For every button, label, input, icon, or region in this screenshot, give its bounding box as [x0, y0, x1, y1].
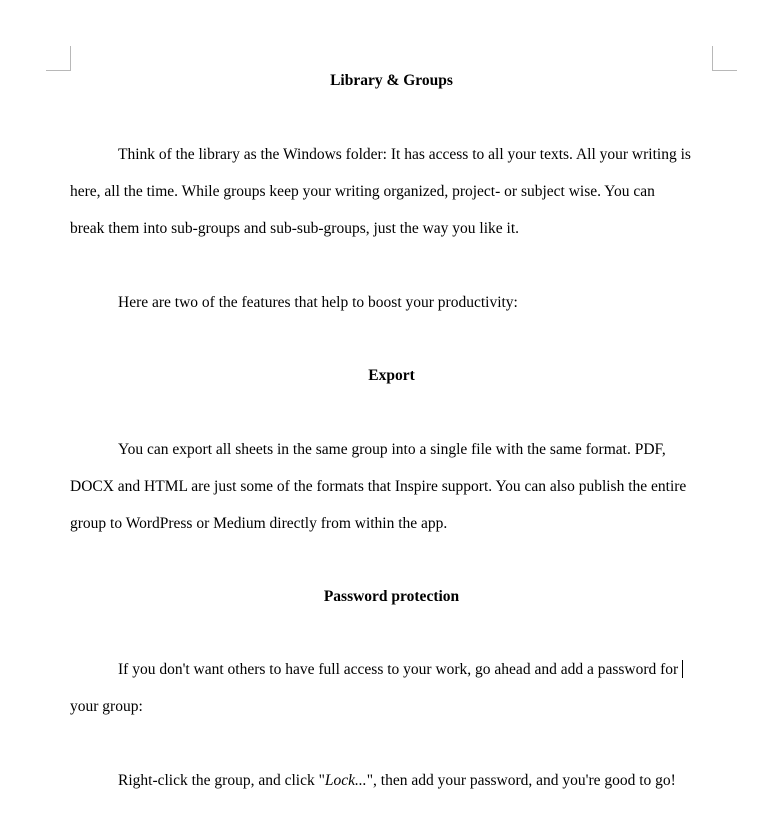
password-protection-heading: Password protection	[323, 588, 460, 605]
lock-instruction-after: ", then add your password, and you're good to go!	[366, 772, 676, 789]
features-intro-line: Here are two of the features that help to boost your productivity:	[118, 294, 518, 311]
lock-instruction-before: Right-click the group, and click "	[118, 772, 325, 789]
lock-instruction-paragraph[interactable]	[70, 762, 713, 799]
export-line: DOCX and HTML are just some of the formats that Inspire support. You can also publish the entire	[70, 478, 687, 495]
document-title: Library & Groups	[330, 72, 453, 89]
export-line: You can export all sheets in the same group into a single file with the same format. PDF,	[118, 441, 666, 458]
export-heading: Export	[368, 367, 415, 384]
intro-line: break them into sub-groups and sub-sub-groups, just the way you like it.	[70, 220, 520, 237]
intro-line: here, all the time. While groups keep your writing organized, project- or subject wise. You can	[70, 183, 655, 200]
password-paragraph[interactable]	[70, 651, 713, 725]
top-left-margin-mark	[46, 46, 71, 71]
password-line: your group:	[70, 698, 143, 715]
lock-instruction-line	[70, 762, 713, 799]
export-paragraph[interactable]	[70, 431, 713, 542]
top-right-margin-mark	[712, 46, 737, 71]
export-line: group to WordPress or Medium directly from within the app.	[70, 515, 448, 532]
lock-menu-item-text: Lock...	[324, 772, 367, 789]
intro-line: Think of the library as the Windows folder: It has access to all your texts. All your writing is	[118, 146, 691, 163]
password-line	[70, 651, 713, 688]
text-cursor	[682, 660, 683, 678]
password-line-text: If you don't want others to have full access to your work, go ahead and add a password for	[118, 661, 679, 678]
intro-paragraph[interactable]	[70, 136, 713, 247]
features-intro-paragraph[interactable]	[70, 284, 713, 321]
